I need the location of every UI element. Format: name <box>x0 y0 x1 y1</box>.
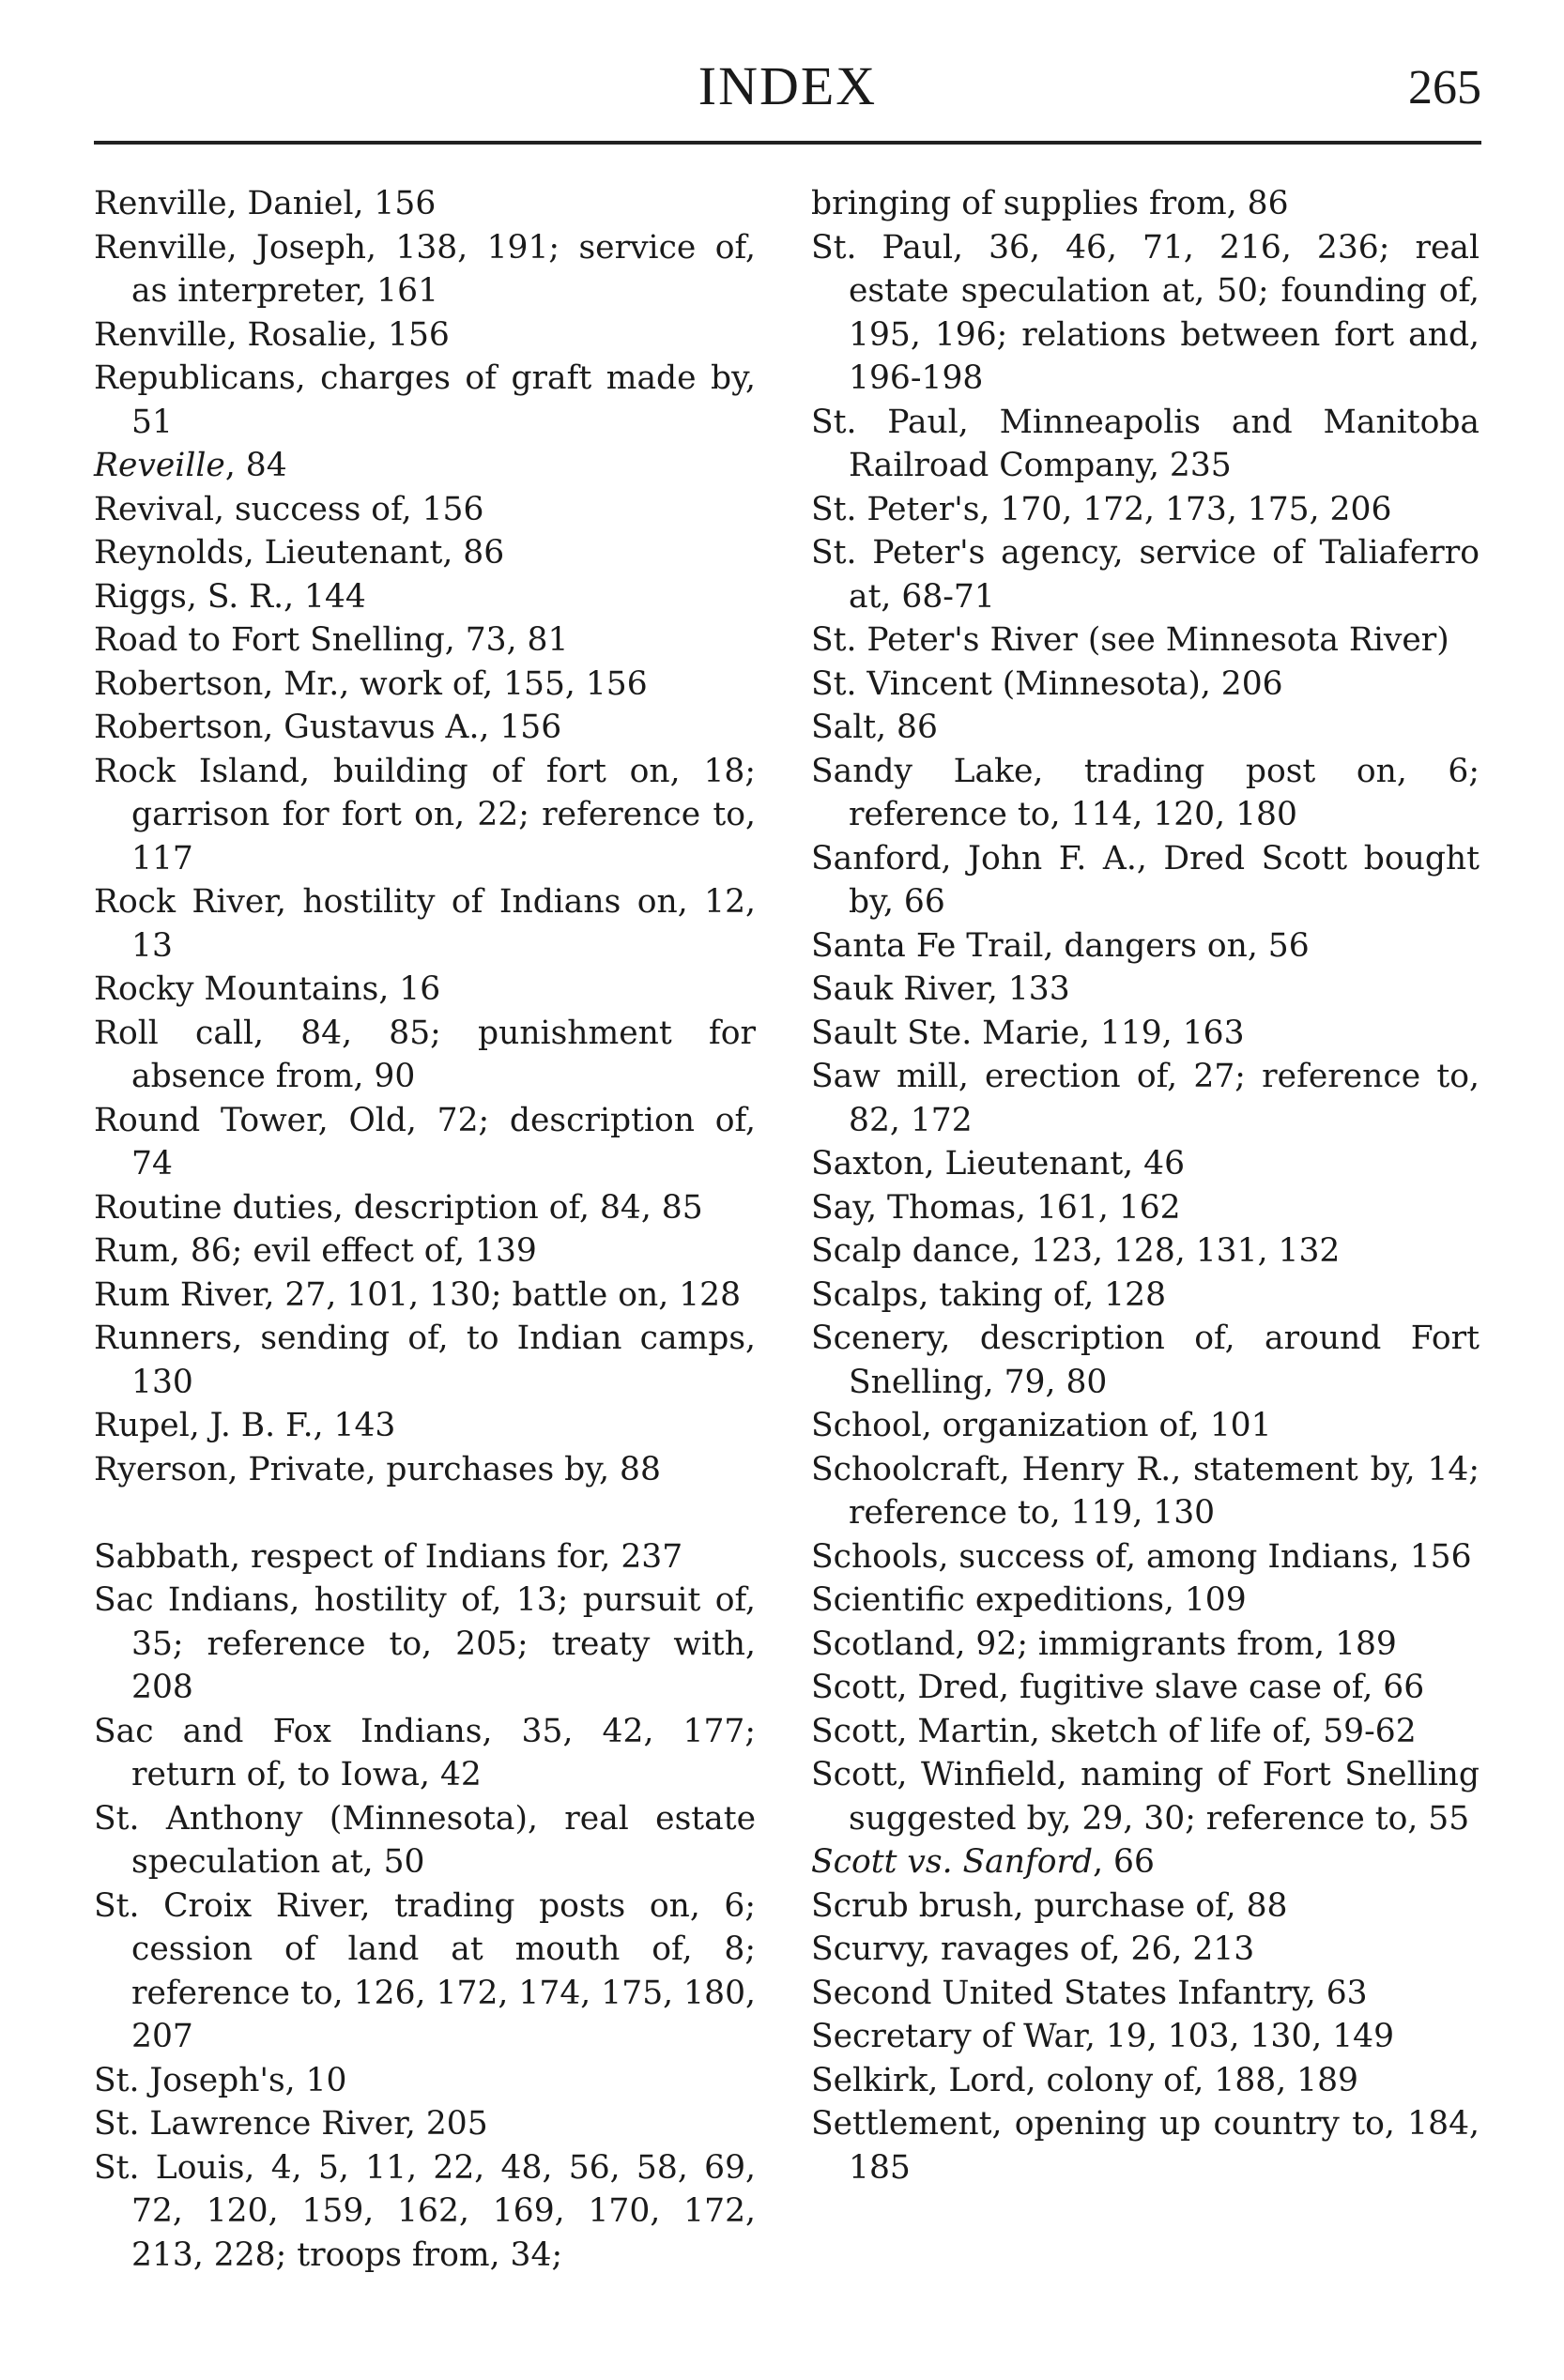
index-entry: Rocky Mountains, 16 <box>94 970 441 1008</box>
index-entry: Scott, Dred, fugitive slave case of, 66 <box>811 1669 1425 1706</box>
index-entry: Santa Fe Trail, dangers on, 56 <box>811 926 1310 965</box>
index-entry: Saxton, Lieutenant, 46 <box>811 1145 1186 1182</box>
index-column-right <box>811 182 1480 2189</box>
index-entry: Scott, Winfield, naming of Fort Snelling suggested by, 29, 30; reference to, 55 <box>811 1756 1480 1838</box>
index-column-left <box>94 182 756 2277</box>
index-entry: Scrub brush, purchase of, 88 <box>811 1886 1288 1925</box>
index-entry: Sac Indians, hostility of, 13; pursuit of, 35; reference to, 205; treaty with, 208 <box>94 1581 756 1706</box>
page-title: INDEX <box>698 55 878 116</box>
index-entry: Scotland, 92; immigrants from, 189 <box>811 1625 1397 1663</box>
index-entry: Revival, success of, 156 <box>94 490 484 528</box>
index-entry: Scurvy, ravages of, 26, 213 <box>811 1930 1255 1968</box>
index-entry: Scalp dance, 123, 128, 131, 132 <box>811 1232 1341 1270</box>
index-entry: Secretary of War, 19, 103, 130, 149 <box>811 2018 1395 2055</box>
index-entry: St. Croix River, trading posts on, 6; cession of land at mouth of, 8; reference to, 126, 172, 174, 175, 180, 207 <box>94 1886 756 2055</box>
index-entry: St. Lawrence River, 205 <box>94 2105 488 2143</box>
index-entry: Robertson, Mr., work of, 155, 156 <box>94 664 648 703</box>
index-entry: Sauk River, 133 <box>811 970 1070 1008</box>
index-entry: Robertson, Gustavus A., 156 <box>94 709 562 746</box>
page-header <box>94 49 1481 124</box>
index-entry: Scalps, taking of, 128 <box>811 1275 1167 1314</box>
index-entry: Reynolds, Lieutenant, 86 <box>94 534 505 572</box>
index-entry: Scenery, description of, around Fort Snelling, 79, 80 <box>811 1320 1480 1401</box>
entry-page-refs: , 84 <box>224 447 287 484</box>
index-entry: School, organization of, 101 <box>811 1407 1272 1444</box>
index-entry: Second United States Infantry, 63 <box>811 1974 1368 2012</box>
index-entry: Riggs, S. R., 144 <box>94 577 366 616</box>
index-entry: Schools, success of, among Indians, 156 <box>811 1537 1472 1576</box>
index-entry: Renville, Joseph, 138, 191; service of, as interpreter, 161 <box>94 228 756 310</box>
index-entry: Renville, Rosalie, 156 <box>94 315 450 354</box>
index-entry: St. Anthony (Minnesota), real estate speculation at, 50 <box>94 1799 756 1881</box>
index-entry: Settlement, opening up country to, 184, 185 <box>811 2105 1480 2187</box>
index-entry: Salt, 86 <box>811 709 938 746</box>
index-entry: Rupel, J. B. F., 143 <box>94 1407 396 1444</box>
index-entry: Sault Ste. Marie, 119, 163 <box>811 1014 1245 1052</box>
index-entry: Scott, Martin, sketch of life of, 59-62 <box>811 1712 1417 1750</box>
index-entry: Routine duties, description of, 84, 85 <box>94 1188 703 1227</box>
index-entry: Say, Thomas, 161, 162 <box>811 1188 1181 1227</box>
index-entry: Renville, Daniel, 156 <box>94 185 437 222</box>
index-entry: Scientific expeditions, 109 <box>811 1581 1247 1619</box>
index-entry: Runners, sending of, to Indian camps, 130 <box>94 1320 756 1401</box>
index-entry: St. Joseph's, 10 <box>94 2061 347 2099</box>
entry-title-italic: Scott vs. Sanford <box>811 1843 1094 1881</box>
index-entry <box>811 1840 1480 1884</box>
index-entry: Road to Fort Snelling, 73, 81 <box>94 621 569 659</box>
index-entry: Republicans, charges of graft made by, 51 <box>94 359 756 441</box>
index-entry: Sabbath, respect of Indians for, 237 <box>94 1537 683 1576</box>
index-entry: Round Tower, Old, 72; description of, 74 <box>94 1101 756 1182</box>
index-entry: Roll call, 84, 85; punishment for absence from, 90 <box>94 1014 756 1095</box>
index-entry: Saw mill, erection of, 27; reference to, 82, 172 <box>811 1058 1480 1139</box>
page-number: 265 <box>1408 61 1481 114</box>
index-entry: Selkirk, Lord, colony of, 188, 189 <box>811 2061 1358 2099</box>
index-entry: St. Vincent (Minnesota), 206 <box>811 664 1283 703</box>
letter-section-gap <box>94 1491 756 1535</box>
header-rule <box>94 141 1481 145</box>
index-entry: St. Peter's River (see Minnesota River) <box>811 621 1449 659</box>
entry-title-italic: Reveille <box>94 447 225 484</box>
index-entry: St. Paul, Minneapolis and Manitoba Railroad Company, 235 <box>811 403 1480 484</box>
index-entry <box>94 444 756 488</box>
index-entry: Ryerson, Private, purchases by, 88 <box>94 1450 661 1488</box>
index-entry: Sanford, John F. A., Dred Scott bought by, 66 <box>811 839 1480 921</box>
index-entry: St. Paul, 36, 46, 71, 216, 236; real estate speculation at, 50; founding of, 195, 196; relations between fort and, 196-198 <box>811 228 1480 397</box>
entry-page-refs: , 66 <box>1093 1843 1155 1881</box>
index-entry: St. Peter's agency, service of Taliaferro at, 68-71 <box>811 534 1480 616</box>
index-entry: Rock Island, building of fort on, 18; garrison for fort on, 22; reference to, 117 <box>94 752 756 877</box>
index-entry: Rock River, hostility of Indians on, 12, 13 <box>94 883 756 965</box>
index-entry: St. Peter's, 170, 172, 173, 175, 206 <box>811 490 1392 528</box>
index-entry: Rum, 86; evil effect of, 139 <box>94 1232 537 1270</box>
index-entry: St. Louis, 4, 5, 11, 22, 48, 56, 58, 69, 72, 120, 159, 162, 169, 170, 172, 213, 228; troops from, 34; <box>94 2148 756 2274</box>
index-entry: Sandy Lake, trading post on, 6; reference to, 114, 120, 180 <box>811 752 1480 833</box>
index-entry: Rum River, 27, 101, 130; battle on, 128 <box>94 1275 742 1314</box>
index-entry-continuation: bringing of supplies from, 86 <box>811 185 1289 222</box>
index-entry: Sac and Fox Indians, 35, 42, 177; return of, to Iowa, 42 <box>94 1712 756 1793</box>
index-entry: Schoolcraft, Henry R., statement by, 14; reference to, 119, 130 <box>811 1450 1480 1532</box>
